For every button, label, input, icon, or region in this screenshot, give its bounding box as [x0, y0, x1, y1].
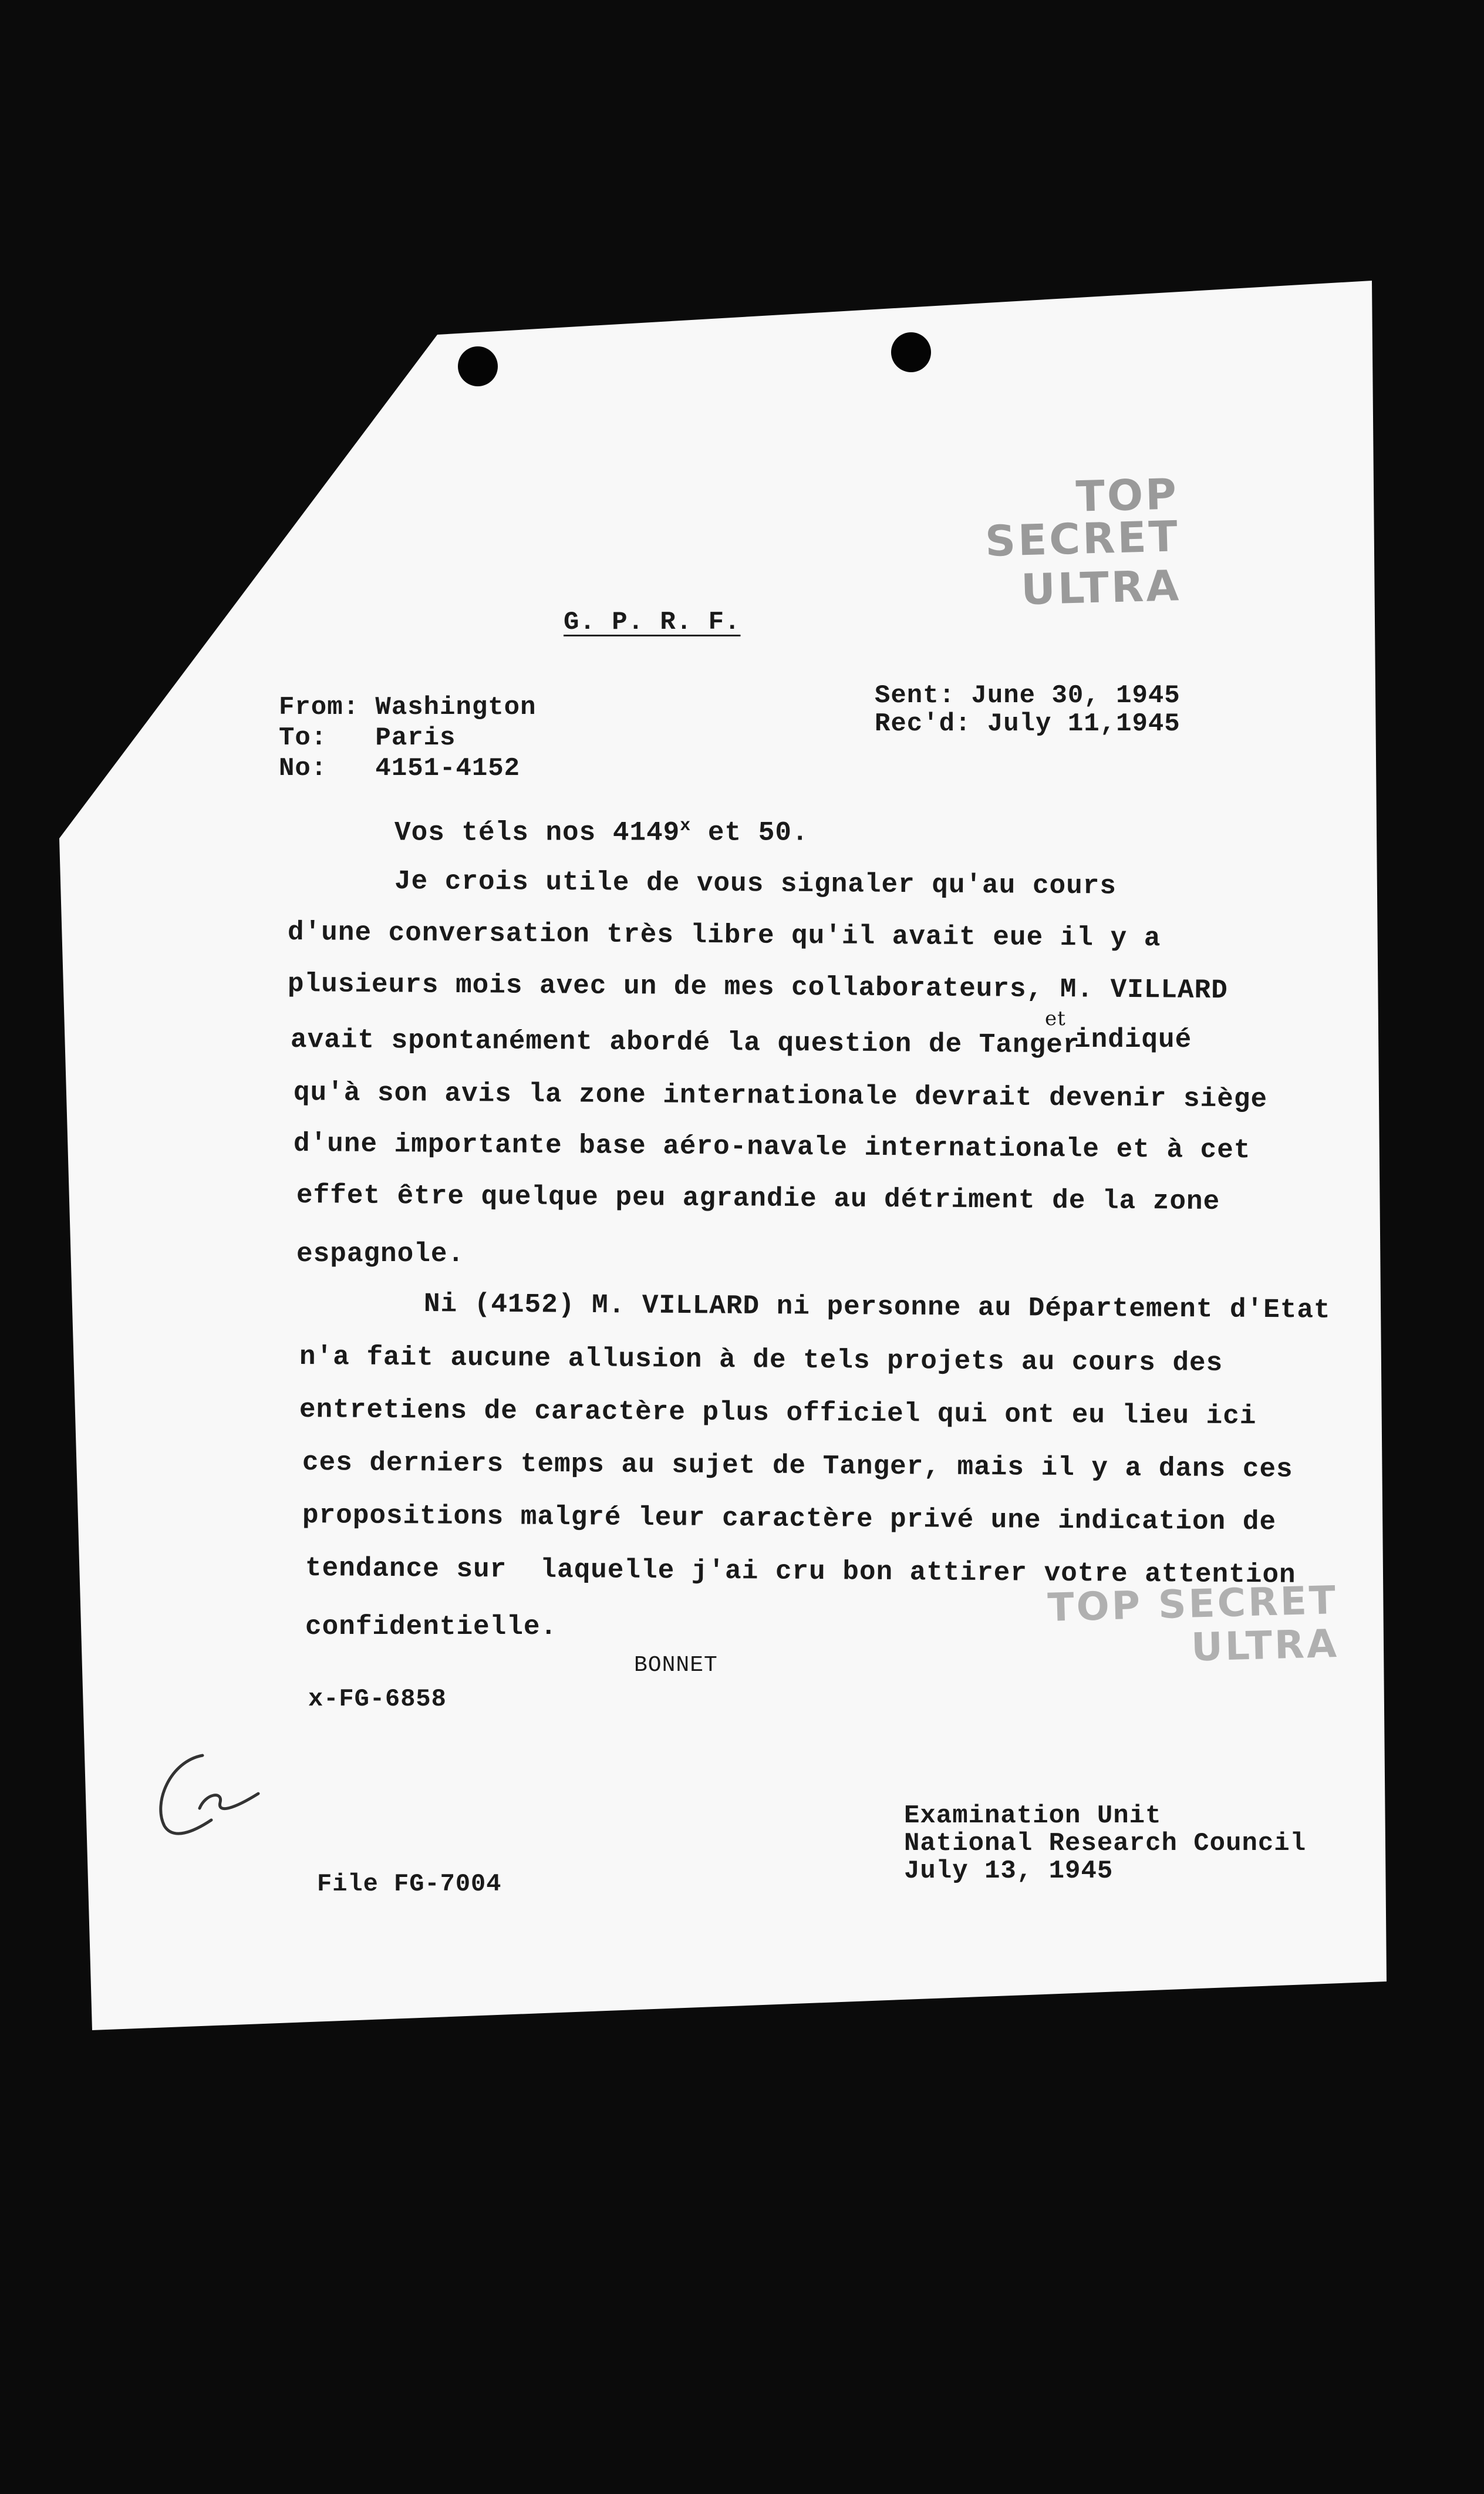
punch-hole-right — [891, 332, 931, 372]
handwritten-initial — [147, 1738, 276, 1855]
reference-line — [394, 816, 809, 848]
body-line: plusieurs mois avec un de mes collaborateurs, M. VILLARD — [287, 969, 1229, 1006]
body-line: propositions malgré leur caractère privé une indication de — [302, 1500, 1277, 1538]
stamp-top-line1: TOP SECRET — [984, 469, 1181, 566]
body-line: tendance sur laquelle j'ai cru bon attirer votre attention — [305, 1553, 1296, 1590]
research-council: National Research Council — [904, 1829, 1307, 1858]
unit-date: July 13, 1945 — [904, 1856, 1114, 1886]
body-line: d'une importante base aéro-navale internationale et à cet — [293, 1128, 1251, 1166]
reference-line-text: Vos téls nos 4149 — [394, 817, 680, 848]
document-header: G. P. R. F. — [564, 608, 741, 637]
number-line: No: 4151-4152 — [279, 754, 521, 783]
body-line: entretiens de caractère plus officiel qui ont eu lieu ici — [299, 1394, 1257, 1432]
body-line: qu'à son avis la zone internationale devrait devenir siège — [293, 1077, 1268, 1115]
classification-stamp-bottom — [1020, 1577, 1340, 1671]
handwritten-insert: et — [1045, 1007, 1066, 1030]
body-line: Je crois utile de vous signaler qu'au cours — [394, 866, 1117, 902]
stamp-top-line2: ULTRA — [1020, 561, 1182, 615]
classification-stamp-top — [873, 469, 1182, 615]
body-line: espagnole. — [296, 1239, 465, 1269]
body-line: ces derniers temps au sujet de Tanger, mais il y a dans ces — [302, 1447, 1293, 1485]
from-line: From: Washington — [279, 693, 537, 722]
punch-hole-left — [458, 346, 498, 386]
to-line: To: Paris — [279, 723, 456, 753]
reference-line-end: et 50. — [691, 817, 809, 848]
stamp-bottom-line2: ULTRA — [1190, 1620, 1340, 1670]
body-line: effet être quelque peu agrandie au détriment de la zone — [296, 1180, 1220, 1217]
body-line: avait spontanément abordé la question de Tanger — [290, 1024, 1080, 1061]
signature: BONNET — [634, 1653, 718, 1678]
reference-superscript: x — [680, 816, 692, 836]
received-line: Rec'd: July 11,1945 — [875, 709, 1181, 739]
body-line: d'une conversation très libre qu'il avait eue il y a — [287, 917, 1161, 954]
body-line: confidentielle. — [305, 1612, 558, 1642]
body-line: Ni (4152) M. VILLARD ni personne au Département d'Etat — [423, 1289, 1331, 1326]
footer-reference: x-FG-6858 — [308, 1685, 447, 1713]
examination-unit: Examination Unit — [904, 1801, 1162, 1831]
file-reference: File FG-7004 — [317, 1870, 502, 1898]
body-line-tail: indiqué — [1074, 1024, 1192, 1055]
body-line: n'a fait aucune allusion à de tels projets au cours des — [299, 1342, 1223, 1379]
sent-line: Sent: June 30, 1945 — [875, 681, 1181, 710]
stamp-bottom-line1: TOP SECRET — [1047, 1577, 1338, 1630]
